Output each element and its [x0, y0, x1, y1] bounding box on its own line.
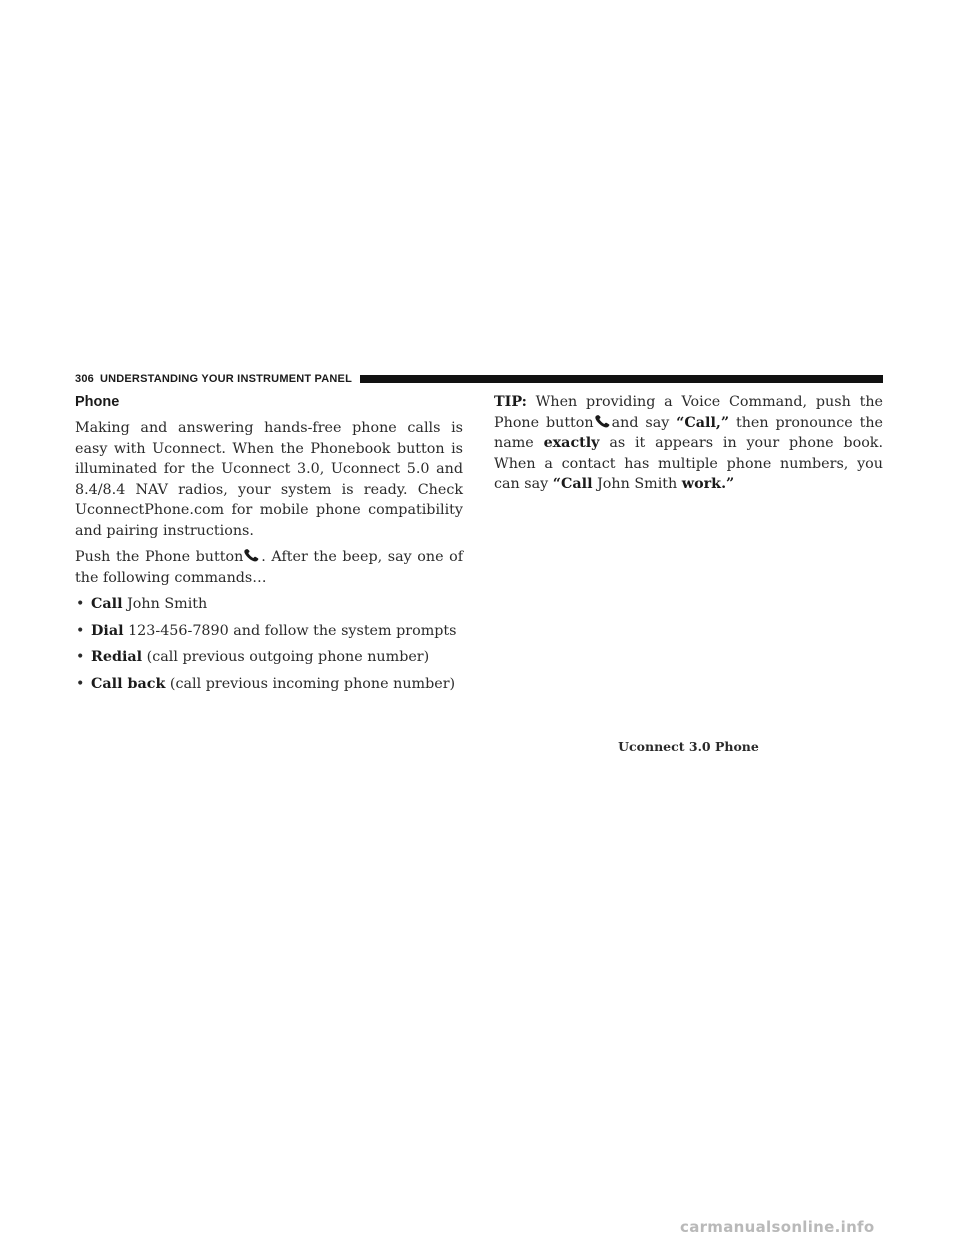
page-number: 306 — [75, 373, 94, 385]
tip-text-1: When providing a Voice Command, push the Phone button — [494, 394, 883, 431]
tip-paragraph — [494, 392, 883, 495]
left-column — [75, 392, 463, 700]
push-instruction — [75, 547, 463, 588]
phone-icon — [243, 549, 261, 562]
watermark: carmanualsonline.info — [680, 1218, 875, 1236]
intro-paragraph: Making and answering hands-free phone calls is easy with Uconnect. When the Phonebook button is illuminated for the Uconnect 3.0, Uconnect 5.0 and 8.4/8.4 NAV radios, your system is ready. Check UconnectPhone.com for mobile phone compatibility and pairing instructions. — [75, 420, 463, 539]
tip-text-2: and say — [611, 414, 670, 431]
bullet: • — [76, 675, 85, 692]
tip-text-4: as it appears in your phone book. When a contact has multiple phone numbers, you can say — [494, 435, 884, 492]
list-item — [75, 594, 463, 615]
running-title: UNDERSTANDING YOUR INSTRUMENT PANEL — [99, 373, 353, 385]
command-text: (call previous outgoing phone number) — [146, 649, 430, 665]
figure-caption: Uconnect 3.0 Phone — [618, 739, 759, 754]
list-item — [75, 621, 463, 642]
command-text: John Smith — [127, 596, 208, 612]
header-rule — [360, 375, 883, 383]
bullet: • — [76, 649, 85, 665]
section-heading: Phone — [75, 394, 120, 410]
tip-exactly: exactly — [543, 435, 600, 451]
command-text: 123-456-7890 and follow the system prompts — [128, 622, 457, 639]
bullet: • — [76, 596, 85, 612]
bullet: • — [76, 622, 85, 639]
command-keyword: Redial — [91, 649, 143, 665]
command-list — [75, 594, 463, 694]
list-item — [75, 647, 463, 668]
right-column — [494, 392, 883, 501]
list-item — [75, 674, 463, 695]
command-keyword: Dial — [91, 622, 124, 639]
tip-text-3: then pronounce the name — [494, 414, 884, 451]
command-text: (call previous incoming phone number) — [169, 675, 456, 692]
page-header — [75, 372, 883, 386]
phone-icon — [594, 415, 612, 428]
push-text-before: Push the Phone button — [75, 549, 244, 565]
push-text-after: . After the beep, say one of the following commands… — [75, 549, 463, 586]
tip-call-work-b: work.” — [681, 476, 735, 492]
tip-label: TIP: — [494, 394, 527, 410]
command-keyword: Call back — [91, 675, 166, 692]
tip-text-5: John Smith — [597, 476, 678, 492]
tip-call: “Call,” — [676, 414, 730, 431]
command-keyword: Call — [91, 596, 123, 612]
tip-call-work-a: “Call — [552, 476, 593, 492]
